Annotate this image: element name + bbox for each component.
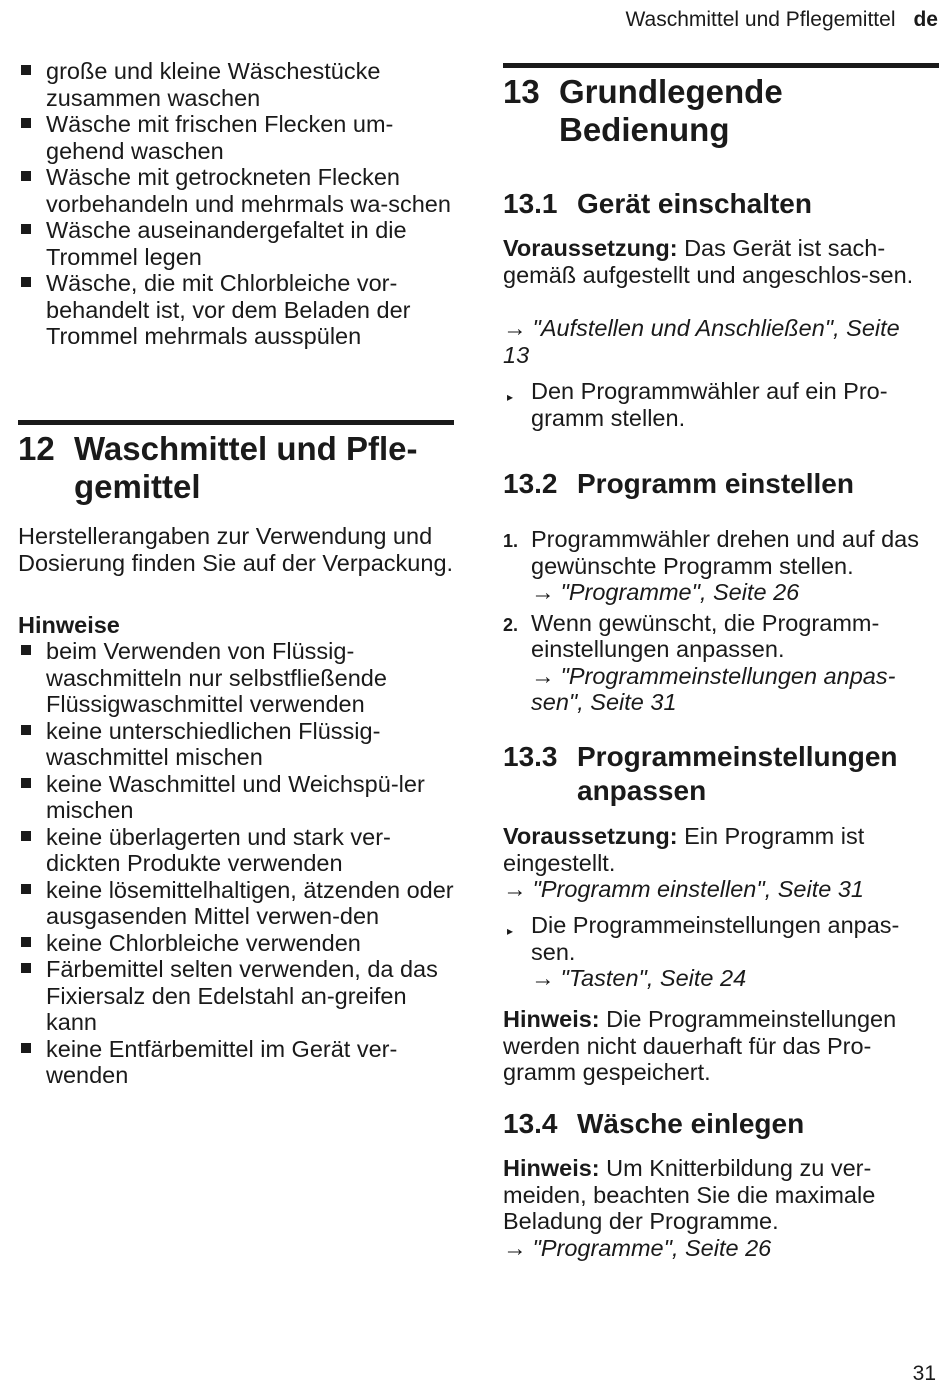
chapter-13-heading xyxy=(503,73,939,149)
reference-link[interactable]: → "Aufstellen und Anschließen", Seite 13 xyxy=(503,315,900,368)
square-bullet-icon xyxy=(21,224,31,234)
section-title: Gerät einschalten xyxy=(577,188,812,219)
arrow-right-icon: → xyxy=(503,315,527,341)
list-item: keine Waschmittel und Weichspü-ler mischen xyxy=(18,771,454,824)
header-language-code: de xyxy=(913,8,938,31)
section-number: 13.3 xyxy=(503,741,558,772)
note-label: Hinweis: xyxy=(503,1155,600,1181)
note-label: Hinweis: xyxy=(503,1006,600,1032)
arrow-right-icon: → xyxy=(531,579,555,605)
chapter-number: 13 xyxy=(503,73,540,110)
reference-link[interactable]: → "Programm einstellen", Seite 31 xyxy=(503,876,864,902)
section-number: 13.2 xyxy=(503,468,558,499)
list-item: keine überlagerten und stark ver-dickten Produkte verwenden xyxy=(18,824,454,877)
square-bullet-icon xyxy=(21,171,31,181)
list-item: keine Entfärbemittel im Gerät ver-wenden xyxy=(18,1036,454,1089)
arrow-right-icon: → xyxy=(503,876,527,902)
section-13-1-steps xyxy=(503,378,939,431)
list-item: 1. Programmwähler drehen und auf das gewünschte Programm stellen. → "Programme", Seite 26 xyxy=(503,526,943,606)
chapter-divider xyxy=(18,420,454,425)
section-number: 13.4 xyxy=(503,1108,558,1139)
square-bullet-icon xyxy=(21,884,31,894)
step-number: 2. xyxy=(503,614,519,635)
chapter-divider xyxy=(503,63,939,68)
hinweise-list xyxy=(18,638,454,1089)
note-text: Die Programmeinstellungen werden nicht dauerhaft für das Pro-gramm gespeichert. xyxy=(503,1006,897,1085)
chapter-title: Grundlegende Bedienung xyxy=(559,73,783,148)
section-13-3-note xyxy=(503,1006,939,1086)
section-13-4-heading xyxy=(503,1107,939,1141)
list-item: keine Chlorbleiche verwenden xyxy=(18,930,454,957)
chapter-12-heading xyxy=(18,430,454,506)
section-title: Programmeinstellungen anpassen xyxy=(577,741,898,806)
step-number: 1. xyxy=(503,531,519,551)
requirement-label: Voraussetzung: xyxy=(503,823,678,849)
square-bullet-icon xyxy=(21,277,31,287)
arrow-right-icon: → xyxy=(531,965,555,991)
chapter-title: Waschmittel und Pfle-gemittel xyxy=(74,430,418,505)
list-item: Färbemittel selten verwenden, da das Fixiersalz den Edelstahl an-greifen kann xyxy=(18,956,454,1036)
requirement-label: Voraussetzung: xyxy=(503,235,678,261)
section-13-3-heading xyxy=(503,740,939,808)
header-section-title: Waschmittel und Pflegemittel xyxy=(625,8,896,31)
requirement-text: Das Gerät ist sach-gemäß aufgestellt und angeschlos-sen. xyxy=(503,235,914,288)
triangle-bullet-icon: ▸ xyxy=(507,390,514,404)
list-item: beim Verwenden von Flüssig-waschmitteln nur selbstfließende Flüssigwaschmittel verwenden xyxy=(18,638,454,718)
triangle-bullet-icon: ▸ xyxy=(507,924,514,938)
arrow-right-icon: → xyxy=(503,1235,527,1261)
reference-link[interactable]: → "Programmeinstellungen anpas-sen", Seite 31 xyxy=(531,662,896,715)
square-bullet-icon xyxy=(21,963,31,973)
washing-tips-list xyxy=(18,58,458,350)
list-item: Wäsche mit frischen Flecken um-gehend waschen xyxy=(18,111,458,164)
list-item: ▸ Die Programmeinstellungen anpas-sen. → "Tasten", Seite 24 xyxy=(503,912,943,992)
list-item: keine unterschiedlichen Flüssig-waschmittel mischen xyxy=(18,718,454,771)
square-bullet-icon xyxy=(21,937,31,947)
square-bullet-icon xyxy=(21,645,31,655)
chapter-12-intro: Herstellerangaben zur Verwendung und Dosierung finden Sie auf der Verpackung. xyxy=(18,523,454,576)
section-title: Wäsche einlegen xyxy=(577,1108,805,1139)
section-13-3-steps xyxy=(503,912,943,992)
square-bullet-icon xyxy=(21,118,31,128)
square-bullet-icon xyxy=(21,1043,31,1053)
section-13-1-requirement xyxy=(503,235,928,288)
section-13-4-note xyxy=(503,1155,913,1235)
section-13-2-steps xyxy=(503,526,943,716)
square-bullet-icon xyxy=(21,65,31,75)
reference-link[interactable]: → "Programme", Seite 26 xyxy=(503,1235,772,1261)
requirement-text: Ein Programm ist eingestellt. xyxy=(503,823,865,876)
list-item: Wäsche auseinandergefaltet in die Trommel legen xyxy=(18,217,458,270)
section-title: Programm einstellen xyxy=(577,468,854,499)
list-item: Wäsche, die mit Chlorbleiche vor-behandelt ist, vor dem Beladen der Trommel mehrmals ausspülen xyxy=(18,270,458,350)
square-bullet-icon xyxy=(21,725,31,735)
note-text: Um Knitterbildung zu ver-meiden, beachten Sie die maximale Beladung der Programme. xyxy=(503,1155,876,1234)
hinweise-label: Hinweise xyxy=(18,612,120,638)
list-item: 2. Wenn gewünscht, die Programm-einstellungen anpassen. → "Programmeinstellungen anpas-sen", Seite 31 xyxy=(503,610,943,716)
reference-link[interactable]: → "Programme", Seite 26 xyxy=(531,579,800,605)
reference-link[interactable]: → "Tasten", Seite 24 xyxy=(531,965,747,991)
section-13-1-heading xyxy=(503,187,939,221)
list-item: Wäsche mit getrockneten Flecken vorbehandeln und mehrmals wa-schen xyxy=(18,164,458,217)
page-number: 31 xyxy=(912,1362,936,1385)
list-item: ▸ Den Programmwähler auf ein Pro-gramm stellen. xyxy=(507,378,888,431)
running-header xyxy=(625,8,938,32)
square-bullet-icon xyxy=(21,831,31,841)
section-13-2-heading xyxy=(503,467,939,501)
section-13-3-requirement xyxy=(503,823,928,876)
list-item: keine lösemittelhaltigen, ätzenden oder ausgasenden Mittel verwen-den xyxy=(18,877,454,930)
arrow-right-icon: → xyxy=(531,662,555,689)
chapter-number: 12 xyxy=(18,430,55,467)
square-bullet-icon xyxy=(21,778,31,788)
section-number: 13.1 xyxy=(503,188,558,219)
list-item: große und kleine Wäschestücke zusammen waschen xyxy=(18,58,458,111)
